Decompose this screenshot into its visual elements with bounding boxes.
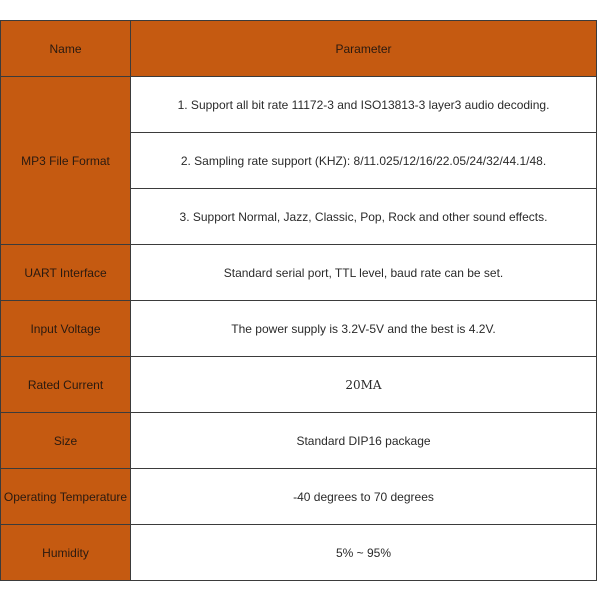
row-value-rated-current: 20MA	[131, 357, 597, 413]
table-header-row	[1, 21, 597, 77]
row-name-rated-current: Rated Current	[1, 357, 131, 413]
row-value-mp3-bitrate: 1. Support all bit rate 11172-3 and ISO13813-3 layer3 audio decoding.	[131, 77, 597, 133]
row-name-input-voltage: Input Voltage	[1, 301, 131, 357]
table-row	[1, 413, 597, 469]
row-value-mp3-sound-effects: 3. Support Normal, Jazz, Classic, Pop, Rock and other sound effects.	[131, 189, 597, 245]
table-row	[1, 357, 597, 413]
header-name: Name	[1, 21, 131, 77]
table-row	[1, 301, 597, 357]
row-value-input-voltage: The power supply is 3.2V-5V and the best is 4.2V.	[131, 301, 597, 357]
table-row	[1, 77, 597, 133]
row-name-size: Size	[1, 413, 131, 469]
table-row	[1, 469, 597, 525]
row-name-mp3-file-format: MP3 File Format	[1, 77, 131, 245]
row-name-humidity: Humidity	[1, 525, 131, 581]
row-name-operating-temperature: Operating Temperature	[1, 469, 131, 525]
table-row	[1, 245, 597, 301]
row-value-uart-interface: Standard serial port, TTL level, baud rate can be set.	[131, 245, 597, 301]
header-parameter: Parameter	[131, 21, 597, 77]
row-value-mp3-sampling-rate: 2. Sampling rate support (KHZ): 8/11.025/12/16/22.05/24/32/44.1/48.	[131, 133, 597, 189]
row-value-size: Standard DIP16 package	[131, 413, 597, 469]
row-name-uart-interface: UART Interface	[1, 245, 131, 301]
row-value-operating-temperature: -40 degrees to 70 degrees	[131, 469, 597, 525]
specifications-table	[0, 20, 597, 581]
row-value-humidity: 5% ~ 95%	[131, 525, 597, 581]
table-row	[1, 525, 597, 581]
